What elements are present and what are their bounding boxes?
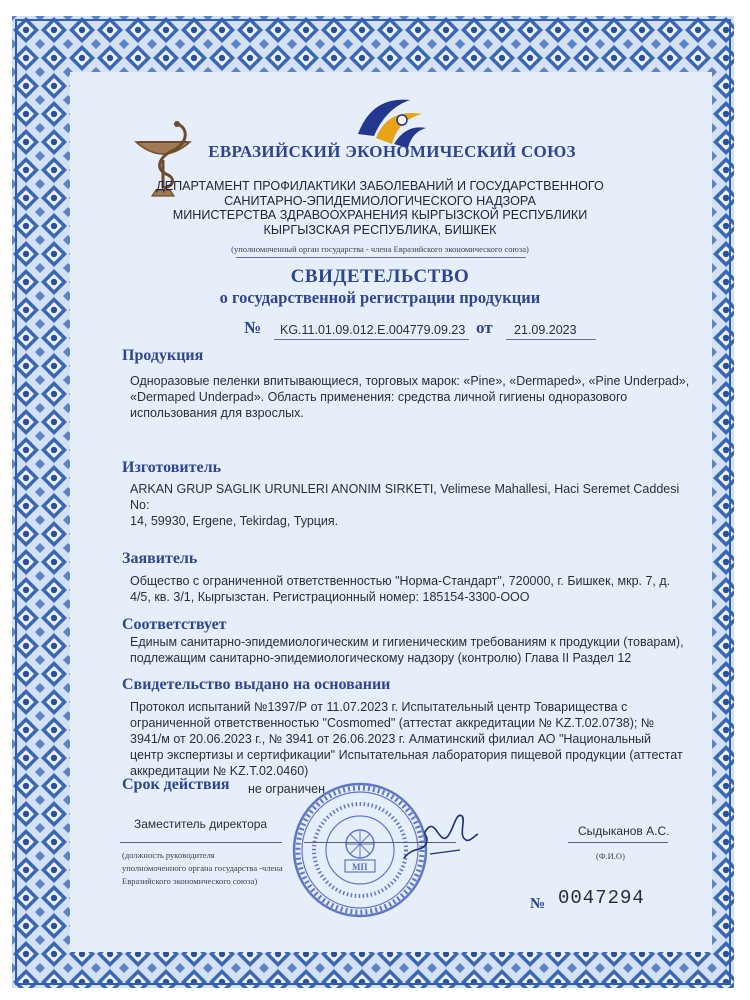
basis-heading: Свидетельство выдано на основании — [122, 676, 391, 693]
authority-note: (уполномоченный орган государства - члена Евразийского экономического союза) — [231, 244, 529, 254]
registration-date-underline — [506, 339, 596, 340]
registration-date: 21.09.2023 — [514, 323, 577, 337]
name-underline — [568, 842, 668, 843]
certificate — [12, 16, 734, 988]
department-line: МИНИСТЕРСТВА ЗДРАВООХРАНЕНИЯ КЫРГЫЗСКОЙ РЕСПУБЛИКИ — [172, 208, 588, 223]
basis-line: центр экспертизы и сертификации" Испытательная лаборатория пищевой продукции (аттестат — [130, 748, 683, 762]
conformity-line: подлежащим санитарно-эпидемиологическому надзору (контролю) Глава II Раздел 12 — [130, 651, 632, 665]
basis-line: Протокол испытаний №1397/Р от 11.07.2023 г. Испытательный центр Товарищества с — [130, 700, 628, 714]
conformity-line: Единым санитарно-эпидемиологическим и гигиеническим требованиям к продукции (товарам), — [130, 635, 684, 649]
applicant-text — [130, 573, 700, 605]
signatory-position: Заместитель директора — [134, 817, 268, 831]
certificate-title: СВИДЕТЕЛЬСТВО — [290, 266, 470, 287]
stamp-mp-label: МП — [352, 862, 368, 872]
registration-number-underline — [274, 339, 469, 340]
validity-value: не ограничен — [248, 782, 325, 796]
applicant-heading: Заявитель — [122, 550, 198, 567]
union-name: ЕВРАЗИЙСКИЙ ЭКОНОМИЧЕСКИЙ СОЮЗ — [208, 142, 576, 161]
blank-number-sign: № — [530, 896, 546, 912]
product-line: «Dermaped Underpad». Область применения: средства личной гигиены одноразового — [130, 390, 628, 404]
product-line: Одноразовые пеленки впитывающиеся, торговых марок: «Pine», «Dermaped», «Pine Underpad», — [130, 374, 690, 388]
official-note-line: Евразийского экономического союза) — [122, 876, 258, 886]
department-block — [138, 179, 622, 237]
fio-label: (Ф.И.О) — [596, 851, 625, 861]
registration-number: KG.11.01.09.012.E.004779.09.23 — [280, 323, 466, 337]
basis-line: аккредитации № KZ.T.02.0460) — [130, 764, 309, 778]
product-text — [130, 373, 700, 421]
basis-line: ограниченной ответственностью "Cosmomed" (аттестат аккредитации № KZ.T.02.0738); № — [130, 716, 655, 730]
manufacturer-line: ARKAN GRUP SAGLIK URUNLERI ANONIM SIRKETI, Velimese Mahallesi, Haci Seremet Caddesi No: — [130, 482, 680, 512]
position-underline — [120, 842, 282, 843]
official-note-line: (должность руководителя — [122, 850, 215, 860]
signature-scribble-icon — [400, 806, 480, 866]
validity-heading: Срок действия — [122, 776, 230, 793]
conformity-heading: Соответствует — [122, 616, 227, 633]
department-line: САНИТАРНО-ЭПИДЕМИОЛОГИЧЕСКОГО НАДЗОРА — [224, 193, 536, 208]
manufacturer-heading: Изготовитель — [122, 459, 222, 476]
applicant-line: Общество с ограниченной ответственностью "Норма-Стандарт", 720000, г. Бишкек, мкр. 7, д. — [130, 574, 671, 588]
basis-text — [130, 699, 700, 779]
manufacturer-text — [130, 481, 700, 529]
conformity-text — [130, 634, 700, 666]
department-line: КЫРГЫЗСКАЯ РЕСПУБЛИКА, БИШКЕК — [263, 222, 497, 237]
basis-line: 3941/м от 20.06.2023 г., № 3941 от 26.06.2023 г. Алматинский филиал АО "Национальный — [130, 732, 651, 746]
registration-from-label: от — [476, 318, 493, 337]
manufacturer-line: 14, 59930, Ergene, Tekirdag, Турция. — [130, 514, 339, 528]
blank-number: 0047294 — [558, 887, 645, 909]
official-note-line: уполномоченного органа государства -члена — [122, 863, 283, 873]
certificate-subtitle: о государственной регистрации продукции — [219, 288, 541, 307]
signatory-name: Сыдыканов А.С. — [578, 824, 670, 838]
applicant-line: 4/5, кв. 3/1, Кыргызстан. Регистрационный номер: 185154-3300-ООО — [130, 590, 530, 604]
department-line: ДЕПАРТАМЕНТ ПРОФИЛАКТИКИ ЗАБОЛЕВАНИЙ И ГОСУДАРСТВЕННОГО — [156, 179, 604, 193]
product-heading: Продукция — [122, 347, 204, 364]
registration-number-sign: № — [244, 318, 262, 337]
authority-divider — [236, 257, 526, 258]
product-line: использования для взрослых. — [130, 406, 304, 420]
